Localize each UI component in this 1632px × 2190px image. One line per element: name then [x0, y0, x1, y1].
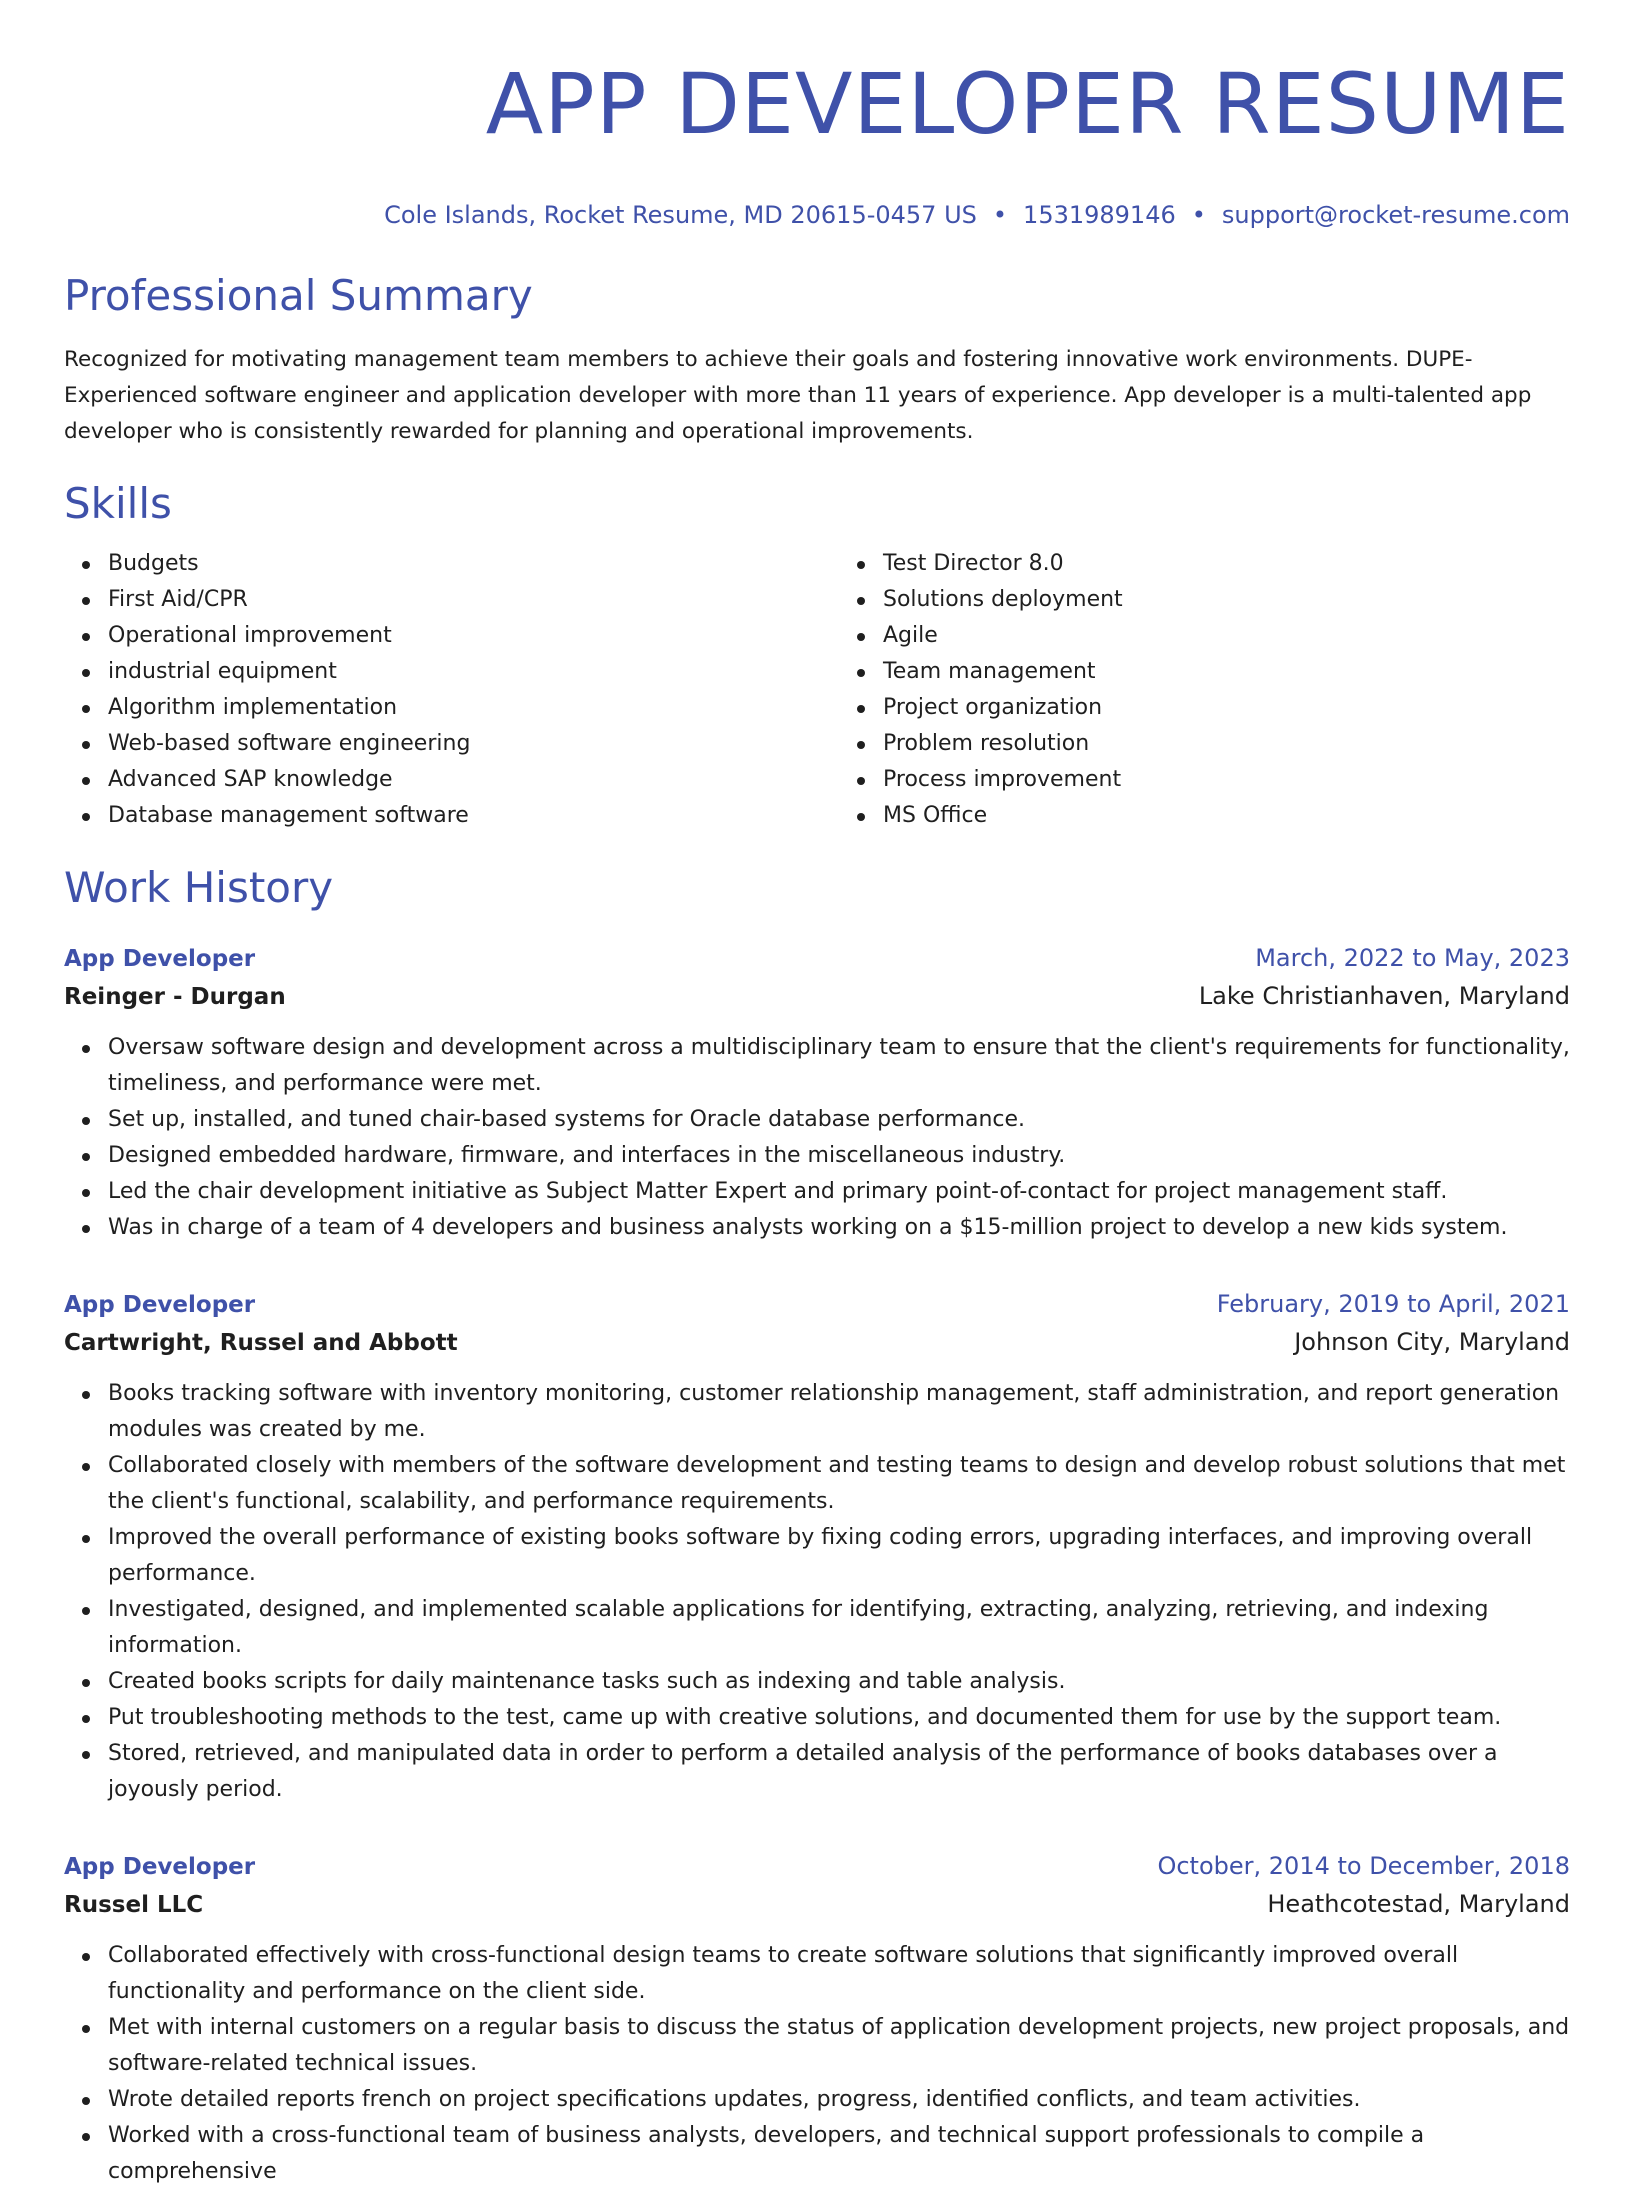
contact-separator: •	[1191, 201, 1206, 229]
job-header	[64, 940, 1570, 977]
resume-title: APP DEVELOPER RESUME	[485, 55, 1570, 153]
resume-page	[64, 0, 1570, 2190]
job-bullet: Led the chair development initiative as Subject Matter Expert and primary point-of-contact for project management staff.	[108, 1174, 1570, 1210]
job-bullet: Was in charge of a team of 4 developers and business analysts working on a $15-million project to develop a new kids system.	[108, 1210, 1570, 1246]
skill-item: Operational improvement	[108, 618, 795, 654]
skill-item: First Aid/CPR	[108, 582, 795, 618]
skills-heading: Skills	[64, 479, 172, 528]
job-bullet: Investigated, designed, and implemented scalable applications for identifying, extracting, analyzing, retrieving, and indexing information.	[108, 1592, 1570, 1664]
job-location: Johnson City, Maryland	[1294, 1328, 1570, 1356]
skill-item: industrial equipment	[108, 654, 795, 690]
work-history-heading: Work History	[64, 863, 334, 912]
job-bullets	[64, 1938, 1570, 2190]
skill-item: Process improvement	[883, 762, 1570, 798]
skill-item: Solutions deployment	[883, 582, 1570, 618]
job-bullet: Oversaw software design and development across a multidisciplinary team to ensure that the client's requirements for functionality, timeliness, and performance were met.	[108, 1030, 1570, 1102]
job-dates: February, 2019 to April, 2021	[1216, 1290, 1570, 1318]
job-bullets	[64, 1030, 1570, 1246]
job-entry	[64, 940, 1570, 1246]
skill-item: Project organization	[883, 690, 1570, 726]
job-bullet: Met with internal customers on a regular basis to discuss the status of application development projects, new project proposals, and software-related technical issues.	[108, 2010, 1570, 2082]
skill-item: Test Director 8.0	[883, 546, 1570, 582]
job-bullet: Wrote detailed reports french on project specifications updates, progress, identified conflicts, and team activities.	[108, 2082, 1570, 2118]
job-title: App Developer	[64, 946, 256, 972]
job-entry	[64, 1286, 1570, 1808]
skill-item: Problem resolution	[883, 726, 1570, 762]
job-bullet: Worked with a cross-functional team of business analysts, developers, and technical support professionals to compile a comprehensive	[108, 2118, 1570, 2190]
job-title: App Developer	[64, 1292, 256, 1318]
job-bullet: Set up, installed, and tuned chair-based systems for Oracle database performance.	[108, 1102, 1570, 1138]
job-dates: March, 2022 to May, 2023	[1255, 944, 1570, 972]
skill-item: Team management	[883, 654, 1570, 690]
job-bullet: Stored, retrieved, and manipulated data in order to perform a detailed analysis of the performance of books databases over a joyously period.	[108, 1736, 1570, 1808]
skill-item: Database management software	[108, 798, 795, 834]
skill-item: Web-based software engineering	[108, 726, 795, 762]
job-bullet: Designed embedded hardware, firmware, and interfaces in the miscellaneous industry.	[108, 1138, 1570, 1174]
skills-column-right	[795, 546, 1570, 834]
skills-column-left	[64, 546, 795, 834]
job-bullet: Put troubleshooting methods to the test, came up with creative solutions, and documented them for use by the support team.	[108, 1700, 1570, 1736]
contact-phone: 1531989146	[1023, 201, 1176, 229]
skill-item: Budgets	[108, 546, 795, 582]
job-location: Heathcotestad, Maryland	[1267, 1890, 1570, 1918]
job-subheader	[64, 977, 1570, 1016]
job-subheader	[64, 1323, 1570, 1362]
job-dates: October, 2014 to December, 2018	[1157, 1852, 1570, 1880]
job-title: App Developer	[64, 1854, 256, 1880]
job-location: Lake Christianhaven, Maryland	[1198, 982, 1570, 1010]
skill-item: Algorithm implementation	[108, 690, 795, 726]
job-header	[64, 1286, 1570, 1323]
job-company: Reinger - Durgan	[64, 984, 286, 1010]
skill-item: Advanced SAP knowledge	[108, 762, 795, 798]
job-header	[64, 1848, 1570, 1885]
summary-heading: Professional Summary	[64, 271, 533, 320]
skill-item: MS Office	[883, 798, 1570, 834]
summary-text: Recognized for motivating management team members to achieve their goals and fostering innovative work environments. DUPE- Experienced software engineer and application developer with more than 11 years of experience. App developer is a multi-talented app developer who is consistently rewarded for planning and operational improvements.	[64, 347, 1532, 444]
job-company: Russel LLC	[64, 1892, 204, 1918]
job-bullet: Improved the overall performance of existing books software by fixing coding errors, upgrading interfaces, and improving overall performance.	[108, 1520, 1570, 1592]
job-bullet: Collaborated closely with members of the software development and testing teams to design and develop robust solutions that met the client's functional, scalability, and performance requirements.	[108, 1448, 1570, 1520]
contact-line	[64, 200, 1570, 230]
contact-email[interactable]: support@rocket-resume.com	[1221, 201, 1570, 229]
job-bullet: Books tracking software with inventory monitoring, customer relationship management, staff administration, and report generation modules was created by me.	[108, 1376, 1570, 1448]
job-company: Cartwright, Russel and Abbott	[64, 1330, 458, 1356]
job-bullets	[64, 1376, 1570, 1808]
skill-item: Agile	[883, 618, 1570, 654]
job-bullet: Created books scripts for daily maintenance tasks such as indexing and table analysis.	[108, 1664, 1570, 1700]
contact-separator: •	[992, 201, 1008, 229]
job-bullet: Collaborated effectively with cross-functional design teams to create software solutions that significantly improved overall functionality and performance on the client side.	[108, 1938, 1570, 2010]
contact-address: Cole Islands, Rocket Resume, MD 20615-0457 US	[384, 201, 977, 229]
job-subheader	[64, 1885, 1570, 1924]
job-entry	[64, 1848, 1570, 2190]
skills-list	[64, 546, 1570, 834]
